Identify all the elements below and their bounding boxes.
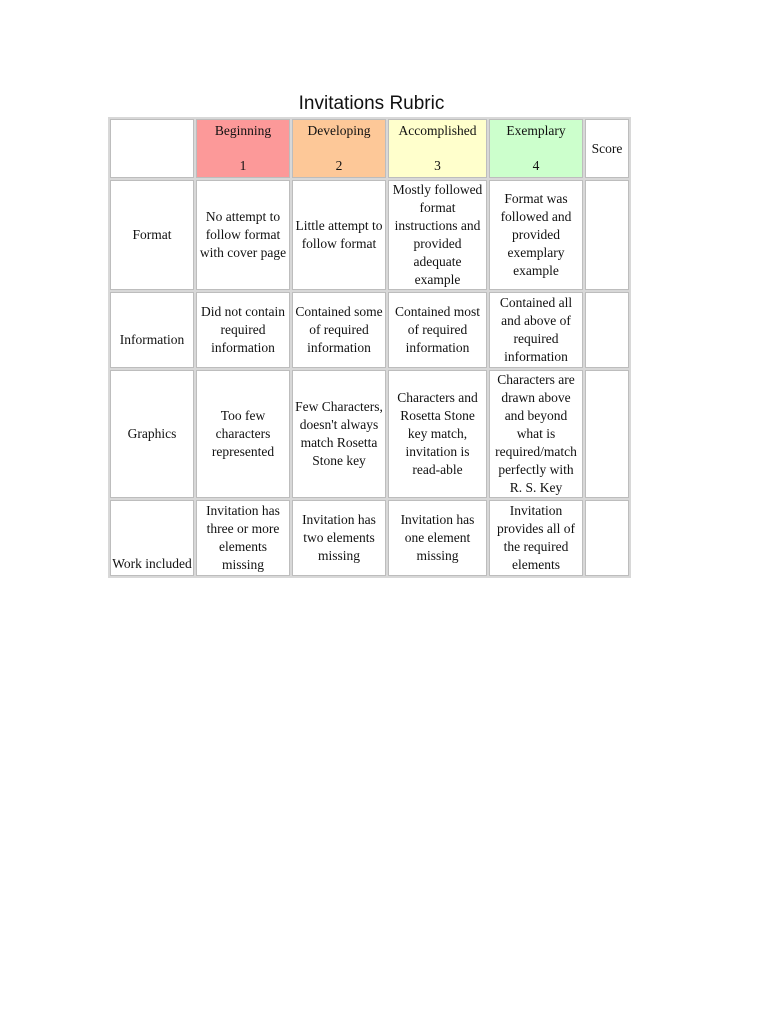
rubric-cell: Format was followed and provided exemplary example <box>489 180 583 290</box>
rubric-cell: Did not contain required information <box>196 292 290 368</box>
rubric-cell: Invitation has two elements missing <box>292 500 386 576</box>
rubric-cell: Few Characters, doesn't always match Rosetta Stone key <box>292 370 386 498</box>
rubric-title: Invitations Rubric <box>298 93 445 114</box>
rubric-cell: Characters are drawn above and beyond what is required/match perfectly with R. S. Key <box>489 370 583 498</box>
level-name: Developing <box>307 123 371 138</box>
rubric-cell: Mostly followed format instructions and provided adequate example <box>388 180 487 290</box>
rubric-cell: Invitation has three or more elements missing <box>196 500 290 576</box>
rubric-cell: Contained most of required information <box>388 292 487 368</box>
score-cell <box>585 292 629 368</box>
score-header: Score <box>585 119 629 178</box>
score-cell <box>585 370 629 498</box>
rubric-cell: Contained some of required information <box>292 292 386 368</box>
criterion-information: Information <box>110 292 194 368</box>
level-name: Beginning <box>214 123 272 138</box>
rubric-cell: Too few characters represented <box>196 370 290 498</box>
table-row <box>110 500 629 576</box>
level-value: 4 <box>532 158 540 173</box>
rubric-cell: Contained all and above of required information <box>489 292 583 368</box>
level-value: 3 <box>434 158 441 173</box>
header-row <box>110 119 629 178</box>
rubric-cell: No attempt to follow format with cover page <box>196 180 290 290</box>
criterion-graphics: Graphics <box>110 370 194 498</box>
level-exemplary-header <box>489 119 583 178</box>
level-beginning-header <box>196 119 290 178</box>
rubric-cell: Invitation provides all of the required elements <box>489 500 583 576</box>
table-row <box>110 180 629 290</box>
level-value: 1 <box>239 158 247 173</box>
rubric-cell: Characters and Rosetta Stone key match, invitation is read-able <box>388 370 487 498</box>
level-name: Exemplary <box>506 123 566 138</box>
table-row <box>110 370 629 498</box>
level-name: Accomplished <box>398 123 477 138</box>
level-accomplished-header <box>388 119 487 178</box>
criterion-work-included: Work included <box>110 500 194 576</box>
level-developing-header <box>292 119 386 178</box>
score-cell <box>585 180 629 290</box>
table-row <box>110 292 629 368</box>
corner-cell <box>110 119 194 178</box>
criterion-format: Format <box>110 180 194 290</box>
level-value: 2 <box>335 158 343 173</box>
rubric-table <box>108 117 631 578</box>
rubric-cell: Little attempt to follow format <box>292 180 386 290</box>
score-cell <box>585 500 629 576</box>
rubric-cell: Invitation has one element missing <box>388 500 487 576</box>
